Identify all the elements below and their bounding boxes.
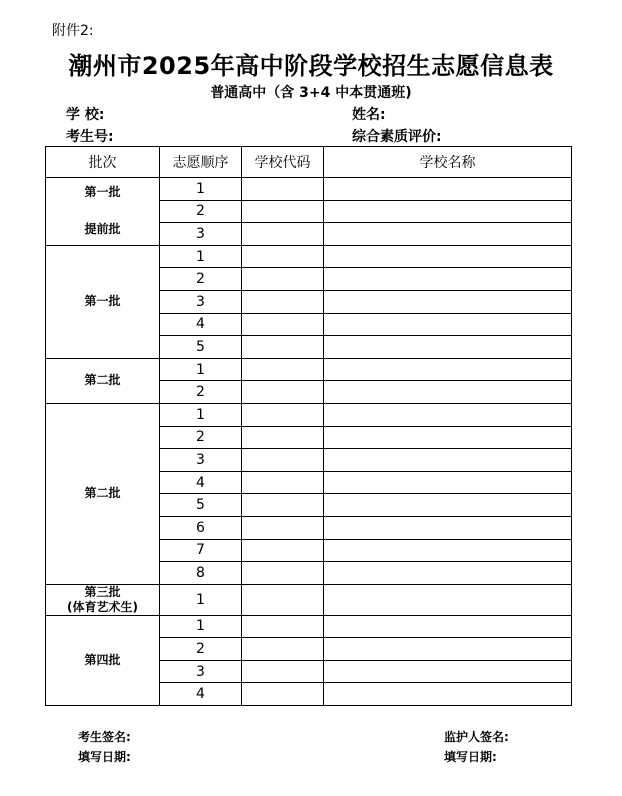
order-cell: 4 [160,471,242,494]
school-name-input-cell[interactable] [324,358,572,381]
order-cell: 1 [160,615,242,638]
order-cell: 3 [160,223,242,246]
table-row [46,403,572,426]
order-cell: 5 [160,336,242,359]
order-cell: 4 [160,683,242,706]
school-code-input-cell[interactable] [242,290,324,313]
school-name-input-cell[interactable] [324,381,572,404]
school-code-input-cell[interactable] [242,494,324,517]
school-code-input-cell[interactable] [242,426,324,449]
order-cell: 3 [160,449,242,472]
table-row [46,245,572,268]
order-cell: 1 [160,245,242,268]
school-name-input-cell[interactable] [324,471,572,494]
table-row [46,615,572,638]
header-school-name: 学校名称 [324,147,572,178]
school-name-input-cell[interactable] [324,268,572,291]
school-name-input-cell[interactable] [324,336,572,359]
school-code-input-cell[interactable] [242,516,324,539]
school-code-input-cell[interactable] [242,200,324,223]
table-row [46,584,572,615]
order-cell: 3 [160,290,242,313]
order-cell: 8 [160,562,242,585]
school-name-input-cell[interactable] [324,683,572,706]
school-code-input-cell[interactable] [242,449,324,472]
batch-label: 第一批 [84,294,121,309]
table-row [46,358,572,381]
header-order: 志愿顺序 [160,147,242,178]
order-cell: 4 [160,313,242,336]
school-code-input-cell[interactable] [242,539,324,562]
school-name-input-cell[interactable] [324,449,572,472]
batch-label: 第二批 [84,486,121,501]
batch-cell [46,615,160,705]
school-code-input-cell[interactable] [242,336,324,359]
batch-cell [46,358,160,403]
exam-number-field-label: 考生号: [66,129,114,145]
school-name-input-cell[interactable] [324,539,572,562]
header-school-code: 学校代码 [242,147,324,178]
batch-cell [46,584,160,615]
order-cell: 2 [160,638,242,661]
guardian-signature-label: 监护人签名: [444,730,509,744]
student-fill-date-label: 填写日期: [78,750,131,764]
school-name-input-cell[interactable] [324,223,572,246]
school-name-input-cell[interactable] [324,584,572,615]
order-cell: 1 [160,358,242,381]
school-name-input-cell[interactable] [324,178,572,201]
batch-cell [46,403,160,584]
order-cell: 1 [160,584,242,615]
school-name-input-cell[interactable] [324,615,572,638]
school-code-input-cell[interactable] [242,358,324,381]
order-cell: 3 [160,660,242,683]
table-row [46,178,572,201]
order-cell: 2 [160,426,242,449]
order-cell: 2 [160,268,242,291]
school-name-input-cell[interactable] [324,290,572,313]
school-code-input-cell[interactable] [242,584,324,615]
batch-cell [46,245,160,358]
school-name-input-cell[interactable] [324,516,572,539]
school-code-input-cell[interactable] [242,683,324,706]
school-name-input-cell[interactable] [324,426,572,449]
batch-label: (体育艺术生) [67,599,138,614]
preference-table [45,146,572,706]
student-signature-label: 考生签名: [78,730,131,744]
school-code-input-cell[interactable] [242,615,324,638]
order-cell: 7 [160,539,242,562]
order-cell: 1 [160,178,242,201]
school-name-input-cell[interactable] [324,638,572,661]
school-code-input-cell[interactable] [242,471,324,494]
guardian-fill-date-label: 填写日期: [444,750,497,764]
attachment-label: 附件2: [52,23,94,39]
school-code-input-cell[interactable] [242,660,324,683]
batch-cell [46,178,160,246]
school-code-input-cell[interactable] [242,313,324,336]
school-code-input-cell[interactable] [242,638,324,661]
name-field-label: 姓名: [352,107,386,123]
school-code-input-cell[interactable] [242,245,324,268]
school-name-input-cell[interactable] [324,562,572,585]
order-cell: 1 [160,403,242,426]
batch-label: 第四批 [84,652,121,667]
batch-label: 第一批 [84,185,121,200]
school-code-input-cell[interactable] [242,381,324,404]
batch-label: 第二批 [84,373,121,388]
order-cell: 2 [160,381,242,404]
school-code-input-cell[interactable] [242,223,324,246]
batch-label: 提前批 [84,222,121,237]
order-cell: 6 [160,516,242,539]
school-name-input-cell[interactable] [324,403,572,426]
school-name-input-cell[interactable] [324,494,572,517]
evaluation-field-label: 综合素质评价: [352,129,442,145]
school-name-input-cell[interactable] [324,200,572,223]
school-name-input-cell[interactable] [324,245,572,268]
batch-label: 第三批 [84,584,121,599]
school-name-input-cell[interactable] [324,660,572,683]
school-code-input-cell[interactable] [242,268,324,291]
school-code-input-cell[interactable] [242,178,324,201]
page-title: 潮州市2025年高中阶段学校招生志愿信息表 [68,52,554,80]
page-subtitle: 普通高中（含 3+4 中本贯通班) [210,85,412,101]
table-body [46,178,572,706]
order-cell: 2 [160,200,242,223]
order-cell: 5 [160,494,242,517]
table-header-row [46,147,572,178]
school-name-input-cell[interactable] [324,313,572,336]
school-code-input-cell[interactable] [242,562,324,585]
school-code-input-cell[interactable] [242,403,324,426]
school-field-label: 学 校: [66,107,105,123]
header-batch: 批次 [46,147,160,178]
